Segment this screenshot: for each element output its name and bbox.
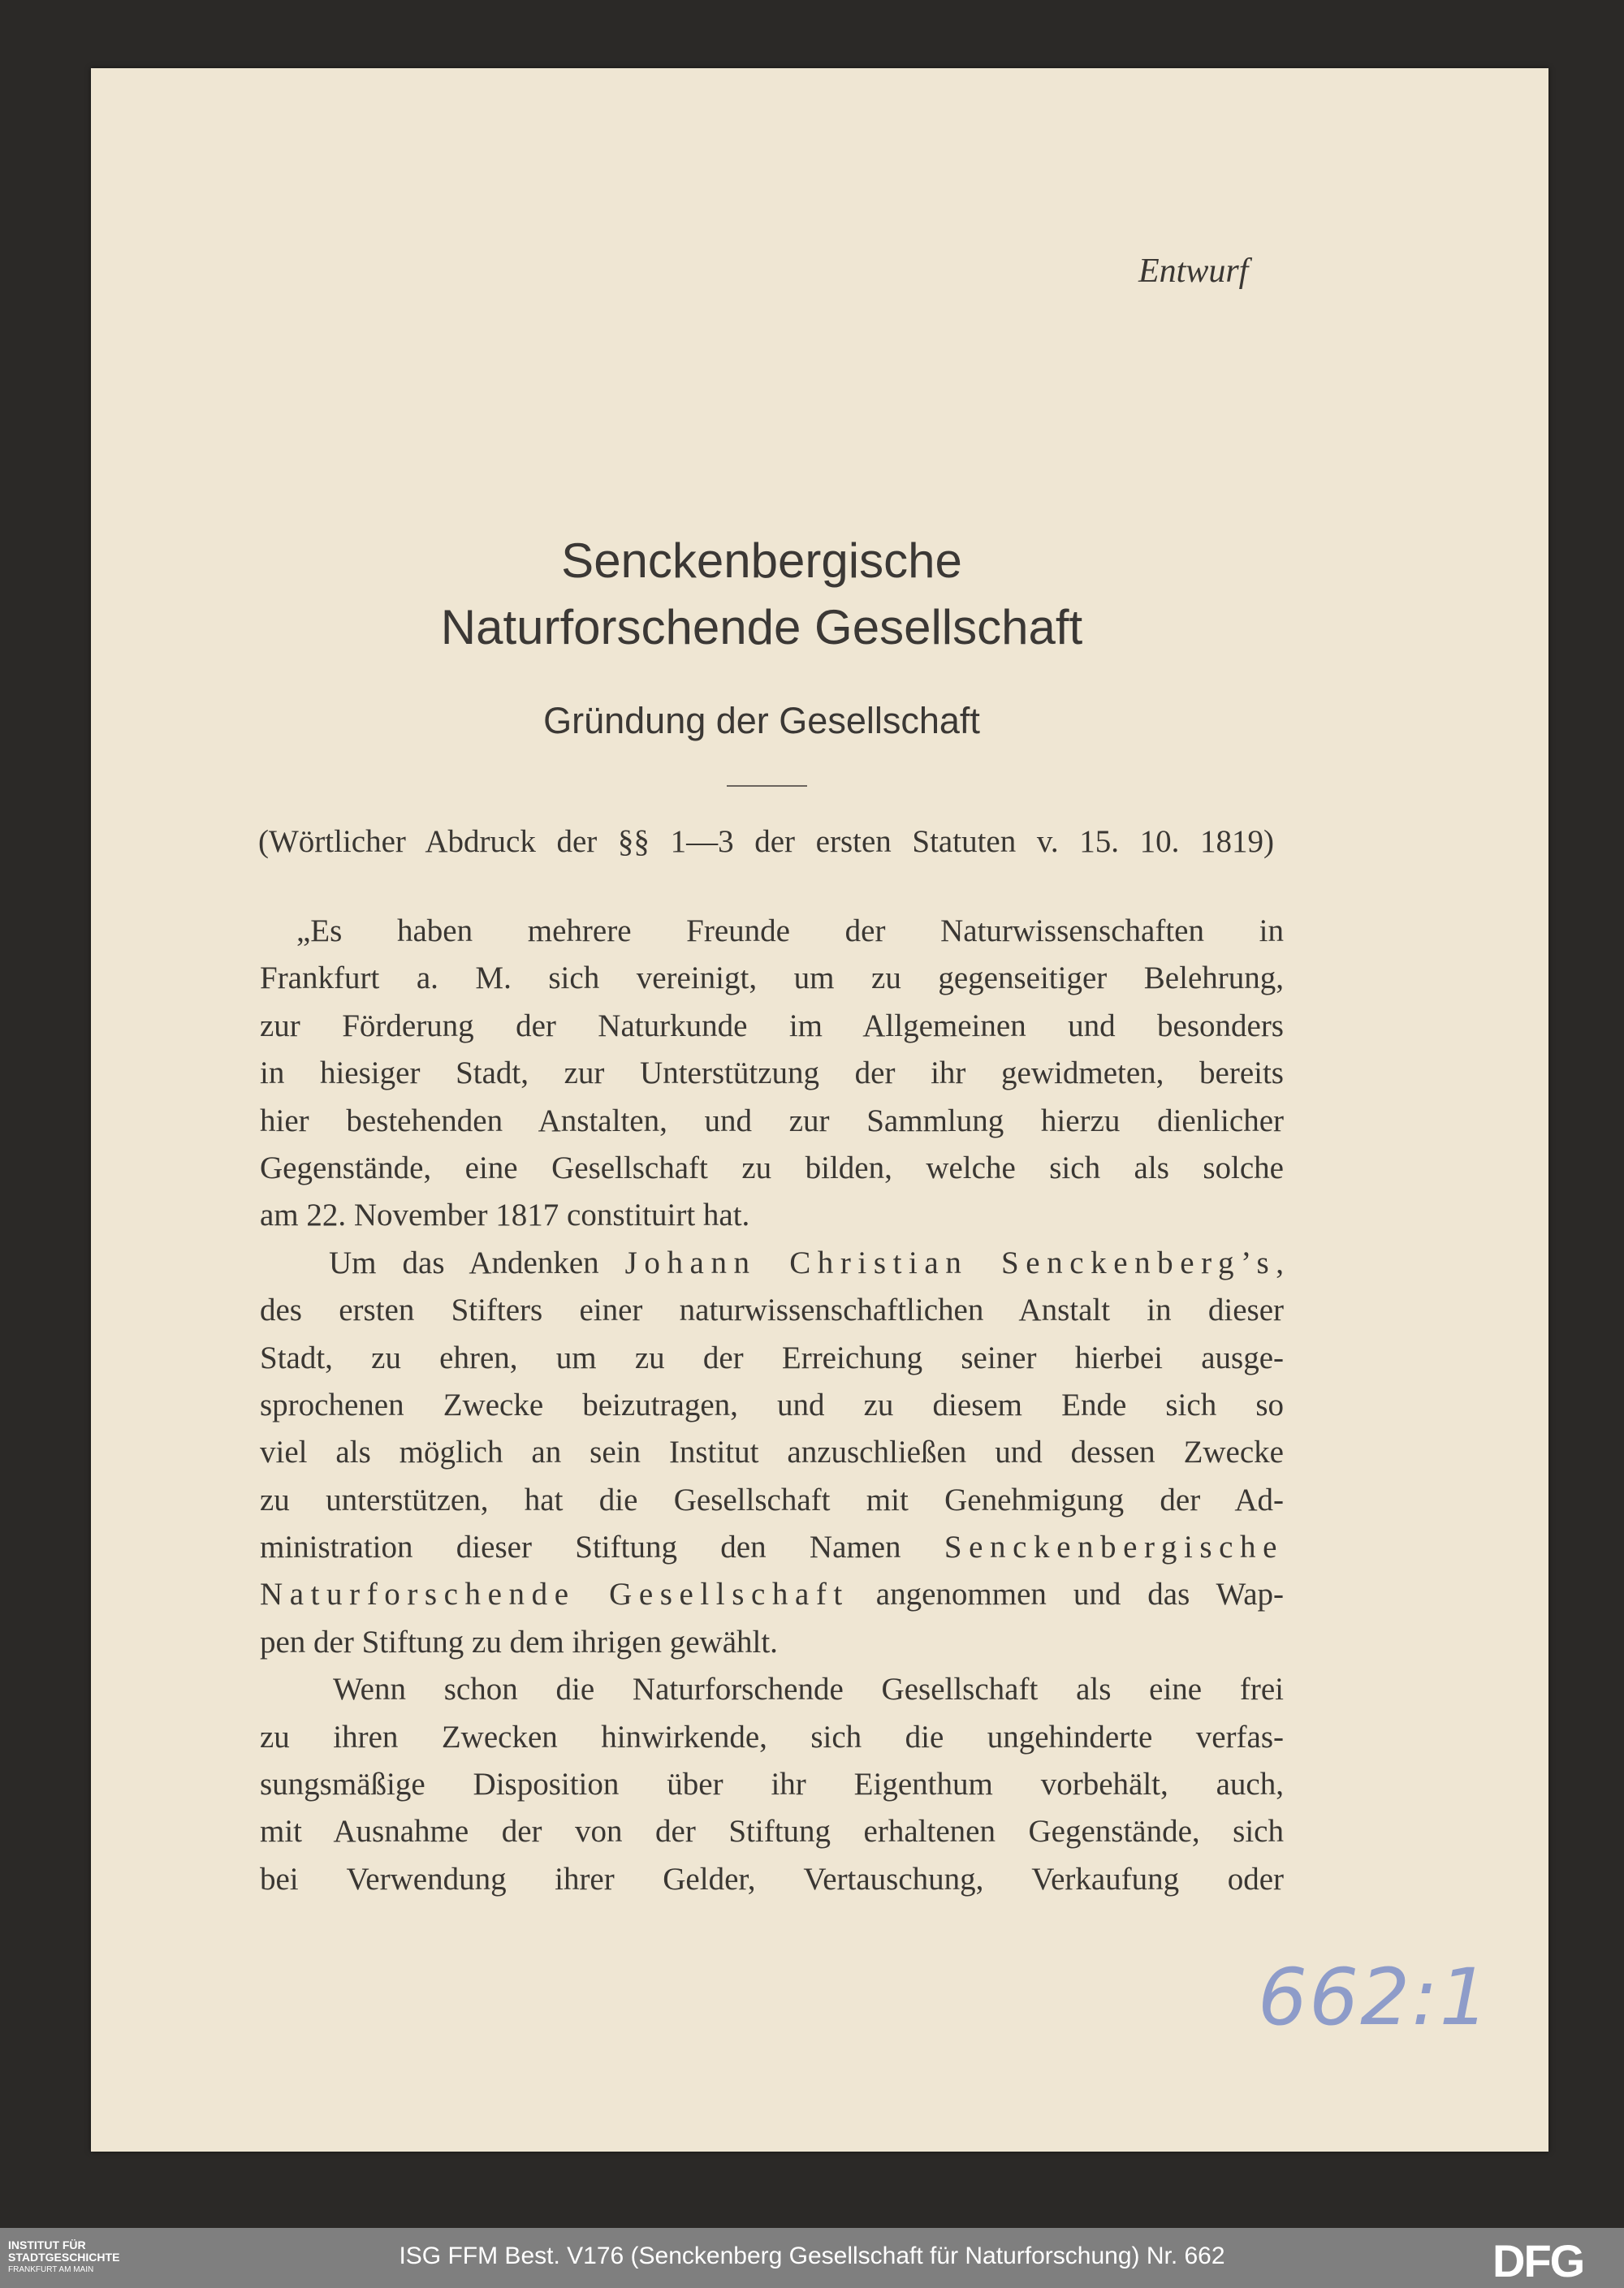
body-line <box>260 1429 1284 1476</box>
body-line <box>260 1571 1284 1618</box>
text-segment: in hiesiger Stadt, zur Unterstützung der ihr gewidmeten, bereits <box>260 1056 1284 1091</box>
body-line <box>260 1856 1284 1903</box>
dfg-logo: DFG <box>1492 2235 1584 2286</box>
text-segment: zur Förderung der Naturkunde im Allgemeinen und besonders <box>260 1008 1284 1043</box>
divider <box>727 785 807 787</box>
subtitle: Gründung der Gesellschaft <box>543 700 980 741</box>
body-line <box>260 955 1284 1002</box>
footer-bar <box>0 2228 1624 2288</box>
body-line <box>260 1240 1284 1287</box>
body-line <box>260 1808 1284 1855</box>
text-segment: mit Ausnahme der von der Stiftung erhaltenen Gegenstände, sich <box>260 1814 1284 1850</box>
text-segment: Gegenstände, eine Gesellschaft zu bilden, welche sich als solche <box>260 1150 1284 1185</box>
text-segment: ministration dieser Stiftung den Namen <box>260 1530 944 1565</box>
handwritten-number: 662:1 <box>1258 1952 1491 2043</box>
text-segment: angenommen und das Wap- <box>849 1577 1284 1612</box>
spaced-name: Johann Christian Senckenberg’s <box>624 1245 1276 1280</box>
body-line <box>260 908 1284 955</box>
body-line <box>260 1524 1284 1571</box>
text-segment: des ersten Stifters einer naturwissenschaftlichen Anstalt in dieser <box>260 1293 1284 1328</box>
spaced-name: Senckenbergische <box>944 1530 1284 1565</box>
body-line <box>260 1003 1284 1050</box>
title-line-2: Naturforschende Gesellschaft <box>440 600 1083 654</box>
body-line <box>260 1050 1284 1097</box>
text-segment: Um das Andenken <box>329 1245 625 1280</box>
text-segment: viel als möglich an sein Institut anzuschließen und dessen Zwecke <box>260 1435 1284 1470</box>
body-line <box>260 1714 1284 1761</box>
body-line <box>260 1192 1284 1239</box>
body-line <box>260 1382 1284 1429</box>
text-segment: Frankfurt a. M. sich vereinigt, um zu gegenseitiger Belehrung, <box>260 961 1284 996</box>
text-segment: zu ihren Zwecken hinwirkende, sich die ungehinderte verfas- <box>260 1719 1284 1755</box>
text-segment: zu unterstützen, hat die Gesellschaft mit Genehmigung der Ad- <box>260 1482 1284 1517</box>
draft-annotation: Entwurf <box>1138 253 1249 290</box>
text-segment: , <box>1276 1245 1285 1280</box>
text-segment: Wenn schon die Naturforschende Gesellschaft als eine frei <box>333 1672 1284 1707</box>
body-line <box>260 1666 1284 1713</box>
document-page <box>91 68 1548 2152</box>
title-line-1: Senckenbergische <box>561 533 962 588</box>
text-segment: am 22. November 1817 constituirt hat. <box>260 1198 750 1233</box>
text-segment: Stadt, zu ehren, um zu der Erreichung seiner hierbei ausge- <box>260 1340 1284 1375</box>
body-line <box>260 1335 1284 1382</box>
body-line <box>260 1619 1284 1666</box>
text-segment: bei Verwendung ihrer Gelder, Vertauschung, Verkaufung oder <box>260 1861 1284 1897</box>
text-segment: „Es haben mehrere Freunde der Naturwissenschaften in <box>296 913 1284 948</box>
logo-line-2: STADTGESCHICHTE <box>8 2251 120 2264</box>
text-segment: pen der Stiftung zu dem ihrigen gewählt. <box>260 1624 778 1660</box>
spaced-name: Naturforschende Gesellschaft <box>260 1577 849 1612</box>
body-line <box>260 1477 1284 1524</box>
source-note: (Wörtlicher Abdruck der §§ 1—3 der ersten Statuten v. 15. 10. 1819) <box>258 824 1274 859</box>
body-line <box>260 1287 1284 1334</box>
logo-line-1: INSTITUT FÜR <box>8 2238 86 2251</box>
text-segment: sprochenen Zwecke beizutragen, und zu diesem Ende sich so <box>260 1387 1284 1422</box>
body-line <box>260 1145 1284 1192</box>
body-line <box>260 1098 1284 1145</box>
body-line <box>260 1761 1284 1808</box>
text-segment: hier bestehenden Anstalten, und zur Sammlung hierzu dienlicher <box>260 1103 1284 1138</box>
text-segment: sungsmäßige Disposition über ihr Eigenthum vorbehält, auch, <box>260 1767 1284 1802</box>
footer-caption: ISG FFM Best. V176 (Senckenberg Gesellschaft für Naturforschung) Nr. 662 <box>399 2243 1225 2269</box>
body-text <box>260 908 1284 1903</box>
logo-line-3: FRANKFURT AM MAIN <box>8 2265 94 2274</box>
